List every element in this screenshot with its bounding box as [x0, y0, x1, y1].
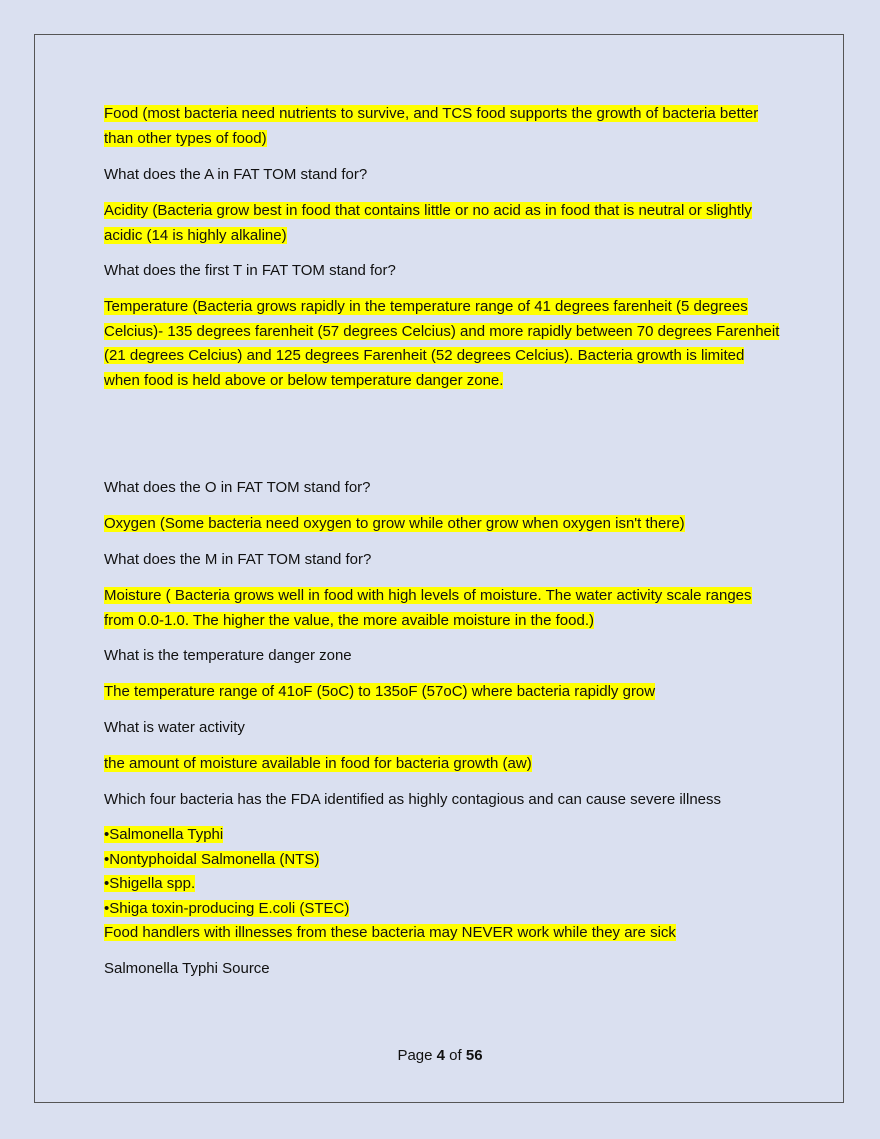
highlight: •Salmonella Typhi: [104, 826, 224, 843]
highlight: •Nontyphoidal Salmonella (NTS): [104, 850, 320, 868]
answer-moisture: [104, 584, 784, 633]
question-acidity: What does the A in FAT TOM stand for?: [104, 166, 368, 183]
list-item: [104, 823, 784, 848]
highlight: the amount of moisture available in food for bacteria growth (aw): [104, 755, 532, 772]
list-note: [104, 921, 784, 946]
highlight: Acidity (Bacteria grow best in food that contains little or no acid as in food that is neutral or slightly acidic (14 is highly alkaline): [104, 202, 752, 244]
highlight: Food (most bacteria need nutrients to survive, and TCS food supports the growth of bacteria better than other types of food): [104, 105, 759, 147]
question-salmonella-source: Salmonella Typhi Source: [104, 960, 270, 977]
question-oxygen: What does the O in FAT TOM stand for?: [104, 479, 371, 496]
total-pages-number: 56: [465, 1047, 483, 1064]
highlight: Food handlers with illnesses from these bacteria may NEVER work while they are sick: [104, 924, 676, 941]
highlight: Moisture ( Bacteria grows well in food with high levels of moisture. The water activity scale ranges from 0.0-1.0. The higher the value, the more avaible moisture in the food.): [104, 587, 752, 629]
question-moisture: What does the M in FAT TOM stand for?: [104, 551, 372, 568]
answer-oxygen: [104, 512, 784, 537]
bacteria-list: [104, 823, 784, 946]
page-footer: [0, 1044, 880, 1068]
list-item: [104, 897, 784, 922]
question-water-activity: What is water activity: [104, 719, 245, 736]
answer-water-activity: [104, 752, 784, 777]
current-page-number: 4: [436, 1047, 445, 1064]
answer-temperature: [104, 295, 784, 393]
answer-food: [104, 102, 784, 151]
question-four-bacteria: Which four bacteria has the FDA identified as highly contagious and can cause severe illness: [104, 791, 722, 808]
highlight: •Shiga toxin-producing E.coli (STEC): [104, 899, 350, 917]
question-danger-zone: What is the temperature danger zone: [104, 647, 352, 664]
answer-acidity: [104, 199, 784, 248]
list-item: [104, 872, 784, 897]
highlight: Temperature (Bacteria grows rapidly in the temperature range of 41 degrees farenheit (5 degrees Celcius)- 135 degrees farenheit (57 degrees Celcius) and more rapidly between 70 degrees Farenheit (21 degrees Celcius) and 125 degrees Farenheit (52 degrees Celcius). Bacteria growth is limited when food is held above or below temperature danger zone.: [104, 298, 780, 389]
question-temperature: What does the first T in FAT TOM stand for?: [104, 262, 396, 279]
of-word: of: [449, 1047, 462, 1064]
list-item: [104, 848, 784, 873]
highlight: The temperature range of 41oF (5oC) to 135oF (57oC) where bacteria rapidly grow: [104, 683, 656, 700]
highlight: •Shigella spp.: [104, 875, 196, 892]
page-word: Page: [397, 1047, 433, 1064]
highlight: Oxygen (Some bacteria need oxygen to grow while other grow when oxygen isn't there): [104, 515, 685, 532]
answer-danger-zone: [104, 680, 784, 705]
